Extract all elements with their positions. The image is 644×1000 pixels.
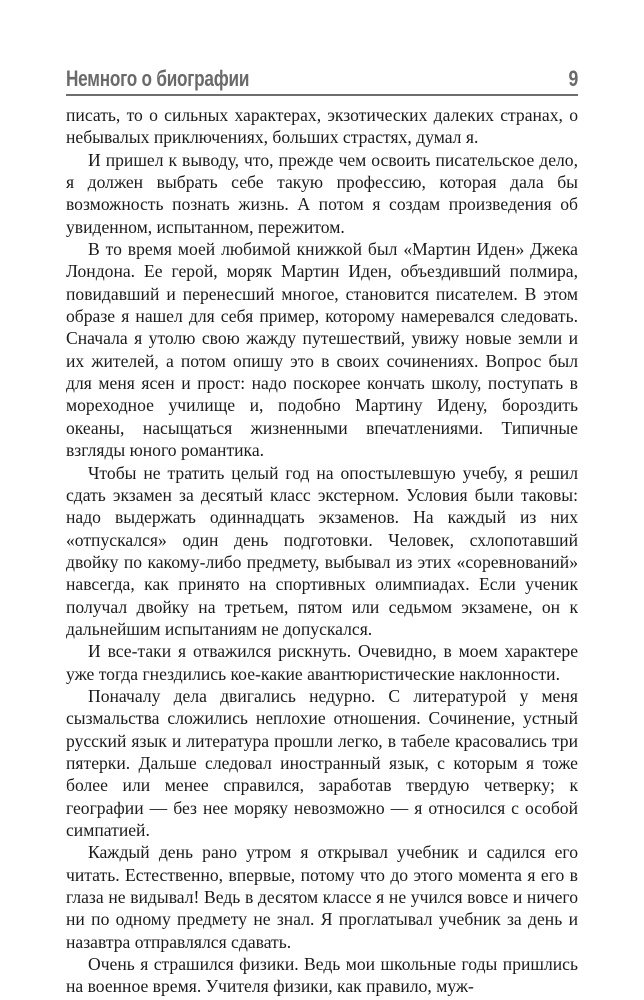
paragraph: Каждый день рано утром я открывал учебник и садился его читать. Естественно, впервые, потому что до этого момента я его в глаза не видывал! Ведь в десятом классе я не учился вовсе и ничего ни по одному предмету не знал. Я проглатывал учебник за день и назавтра отправлялся сдавать. <box>66 842 578 952</box>
paragraph: В то время моей любимой книжкой был «Мартин Иден» Джека Лондона. Ее герой, моряк Мартин Иден, объездивший полмира, повидавший и перенесший многое, становится писателем. В этом образе я нашел для себя пример, которому намеревался следовать. Сначала я утолю свою жажду путешествий, увижу новые земли и их жителей, а потом опишу это в своих сочинениях. Вопрос был для меня ясен и прост: надо поскорее кончать школу, поступать в мореходное училище и, подобно Мартину Идену, бороздить океаны, насыщаться жизненными впечатлениями. Типичные взгляды юного романтика. <box>66 239 578 461</box>
book-page <box>66 62 578 998</box>
page-number: 9 <box>568 66 578 91</box>
paragraph: Очень я страшился физики. Ведь мои школьные годы пришлись на военное время. Учителя физики, как правило, муж- <box>66 954 578 997</box>
running-header <box>66 62 578 96</box>
paragraph: И пришел к выводу, что, прежде чем освоить писательское дело, я должен выбрать себе такую профессию, которая дала бы возможность познать жизнь. А потом я создам произведения об увиденном, испытанном, пережитом. <box>66 149 578 237</box>
chapter-title: Немного о биографии <box>66 66 250 91</box>
paragraph: Чтобы не тратить целый год на опостылевшую учебу, я решил сдать экзамен за десятый класс экстерном. Условия были таковы: надо выдержать одиннадцать экзаменов. На каждый из них «отпускался» один день подготовки. Человек, схлопотавший двойку по какому-либо предмету, выбывал из этих «соревнований» навсегда, как принято на спортивных олимпиадах. Если ученик получал двойку на третьем, пятом или седьмом экзамене, он к дальнейшим испытаниям не допускался. <box>66 462 578 639</box>
paragraph: И все-таки я отважился рискнуть. Очевидно, в моем характере уже тогда гнездились кое-какие авантюристические наклонности. <box>66 641 578 684</box>
paragraph: писать, то о сильных характерах, экзотических далеких странах, о небывалых приключениях, больших страстях, думал я. <box>66 105 578 148</box>
body-text <box>66 104 578 998</box>
paragraph: Поначалу дела двигались недурно. С литературой у меня сызмальства сложились неплохие отношения. Сочинение, устный русский язык и литература прошли легко, в табеле красовались три пятерки. Дальше следовал иностранный язык, с которым я тоже более или менее справился, заработав твердую четверку; к географии — без нее моряку невозможно — я относился с особой симпатией. <box>66 685 578 840</box>
